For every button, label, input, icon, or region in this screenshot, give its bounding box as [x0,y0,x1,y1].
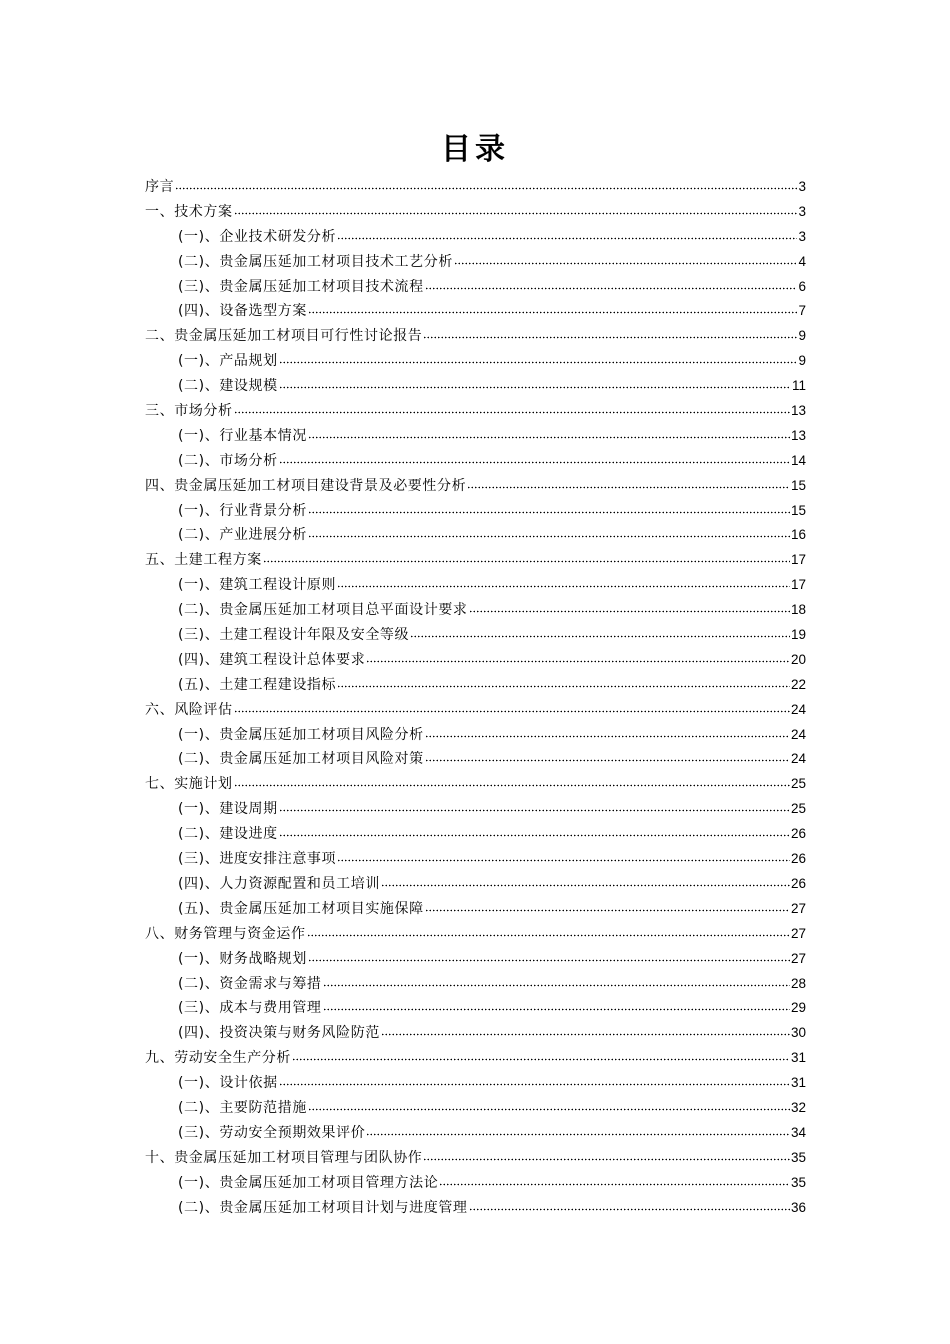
toc-dot-leader [279,798,790,812]
toc-entry-22[interactable] [145,698,806,723]
toc-entry-label: 三、市场分析 [145,403,233,420]
toc-page-number: 27 [790,900,806,916]
toc-entry-label: (二)、贵金属压延加工材项目计划与进度管理 [178,1199,468,1216]
toc-dot-leader [337,226,797,240]
toc-entry-label: (四)、设备选型方案 [178,303,307,320]
toc-page-number: 18 [790,602,806,618]
toc-page-number: 29 [790,1000,806,1016]
toc-entry-label: (二)、建设进度 [178,826,278,843]
toc-entry-label: 二、贵金属压延加工材项目可行性讨论报告 [145,328,423,345]
toc-entry-3[interactable] [145,225,806,250]
toc-dot-leader [423,325,797,339]
toc-dot-leader [469,599,790,613]
toc-entry-label: (二)、主要防范措施 [178,1099,307,1116]
toc-dot-leader [308,425,790,439]
toc-dot-leader [366,649,790,663]
toc-page-number: 31 [790,1050,806,1066]
toc-entry-17[interactable] [145,573,806,598]
toc-page-number: 13 [790,427,806,443]
toc-entry-label: (二)、资金需求与筹措 [178,975,322,992]
toc-entry-label: (一)、贵金属压延加工材项目风险分析 [178,726,424,743]
toc-entry-label: (一)、贵金属压延加工材项目管理方法论 [178,1174,439,1191]
toc-page-number: 27 [790,925,806,941]
toc-dot-leader [308,524,790,538]
toc-dot-leader [308,948,790,962]
toc-entry-label: (一)、设计依据 [178,1075,278,1092]
toc-entry-19[interactable] [145,623,806,648]
toc-dot-leader [337,674,790,688]
toc-entry-label: (四)、投资决策与财务风险防范 [178,1025,380,1042]
toc-page-number: 9 [798,353,806,369]
toc-page-number: 3 [798,203,806,219]
toc-page-number: 25 [790,801,806,817]
toc-entry-34[interactable] [145,996,806,1021]
toc-entry-21[interactable] [145,673,806,698]
toc-dot-leader [381,1022,790,1036]
toc-entry-label: (一)、财务战略规划 [178,950,307,967]
toc-entry-39[interactable] [145,1121,806,1146]
toc-entry-37[interactable] [145,1071,806,1096]
toc-page-number: 14 [790,452,806,468]
toc-dot-leader [425,724,790,738]
toc-entry-40[interactable] [145,1146,806,1171]
toc-page-number: 15 [790,502,806,518]
toc-entry-8[interactable] [145,349,806,374]
toc-entry-label: (一)、建筑工程设计原则 [178,577,337,594]
toc-dot-leader [323,973,790,987]
toc-entry-32[interactable] [145,947,806,972]
toc-page-number: 17 [790,577,806,593]
toc-dot-leader [292,1047,790,1061]
toc-entry-27[interactable] [145,822,806,847]
toc-dot-leader [234,201,798,215]
toc-entry-label: (二)、贵金属压延加工材项目风险对策 [178,751,424,768]
toc-entry-label: 五、土建工程方案 [145,552,262,569]
toc-dot-leader [467,475,790,489]
toc-dot-leader [323,997,790,1011]
toc-dot-leader [381,873,790,887]
toc-dot-leader [234,699,790,713]
toc-entry-20[interactable] [145,648,806,673]
toc-dot-leader [425,276,798,290]
toc-title: 目录 [441,132,509,167]
toc-page-number: 22 [790,676,806,692]
toc-dot-leader [234,773,790,787]
toc-page-number: 32 [790,1099,806,1115]
toc-entry-12[interactable] [145,449,806,474]
toc-entry-33[interactable] [145,972,806,997]
toc-entry-label: 八、财务管理与资金运作 [145,925,306,942]
toc-entry-label: (三)、劳动安全预期效果评价 [178,1124,366,1141]
table-of-contents [145,175,806,1220]
toc-entry-label: 九、劳动安全生产分析 [145,1050,291,1067]
toc-page-number: 27 [790,950,806,966]
toc-page-number: 11 [791,378,806,394]
toc-entry-label: (一)、建设周期 [178,801,278,818]
toc-page-number: 26 [790,826,806,842]
toc-dot-leader [366,1122,790,1136]
toc-entry-label: (三)、土建工程设计年限及安全等级 [178,627,410,644]
toc-entry-label: (三)、成本与费用管理 [178,1000,322,1017]
toc-page-number: 35 [790,1149,806,1165]
toc-page-number: 24 [790,751,806,767]
toc-dot-leader [279,823,790,837]
toc-dot-leader [410,624,790,638]
toc-dot-leader [234,400,790,414]
toc-dot-leader [308,500,790,514]
toc-dot-leader [337,574,790,588]
toc-entry-30[interactable] [145,897,806,922]
toc-dot-leader [307,923,790,937]
toc-page-number: 4 [798,253,806,269]
toc-page-number: 36 [790,1199,806,1215]
toc-entry-label: (五)、土建工程建设指标 [178,676,337,693]
toc-page-number: 24 [790,726,806,742]
toc-entry-15[interactable] [145,523,806,548]
toc-entry-26[interactable] [145,797,806,822]
toc-dot-leader [439,1172,790,1186]
toc-page-number: 7 [798,303,806,319]
toc-page-number: 20 [790,651,806,667]
toc-dot-leader [423,1147,790,1161]
toc-entry-label: 一、技术方案 [145,203,233,220]
toc-entry-2[interactable] [145,200,806,225]
toc-dot-leader [469,1197,790,1211]
toc-entry-label: 四、贵金属压延加工材项目建设背景及必要性分析 [145,477,467,494]
toc-dot-leader [308,1097,790,1111]
toc-dot-leader [425,748,790,762]
toc-entry-24[interactable] [145,747,806,772]
toc-page-number: 15 [790,477,806,493]
toc-entry-label: (五)、贵金属压延加工材项目实施保障 [178,900,424,917]
toc-page-number: 19 [790,627,806,643]
toc-page-number: 35 [790,1174,806,1190]
toc-dot-leader [263,549,790,563]
toc-page-number: 26 [790,875,806,891]
toc-entry-41[interactable] [145,1171,806,1196]
toc-dot-leader [279,450,790,464]
toc-dot-leader [279,375,791,389]
toc-entry-13[interactable] [145,474,806,499]
toc-entry-6[interactable] [145,299,806,324]
toc-entry-38[interactable] [145,1096,806,1121]
toc-entry-label: (二)、建设规模 [178,378,278,395]
toc-entry-label: 序言 [145,179,175,195]
toc-entry-23[interactable] [145,723,806,748]
toc-page-number: 26 [790,851,806,867]
toc-dot-leader [308,300,798,314]
toc-page-number: 25 [790,776,806,792]
toc-entry-10[interactable] [145,399,806,424]
toc-entry-14[interactable] [145,499,806,524]
toc-entry-42[interactable] [145,1196,806,1221]
toc-page-number: 13 [790,403,806,419]
toc-entry-label: (三)、贵金属压延加工材项目技术流程 [178,278,424,295]
toc-dot-leader [425,898,790,912]
toc-entry-label: (四)、建筑工程设计总体要求 [178,651,366,668]
toc-dot-leader [279,1072,790,1086]
toc-entry-35[interactable] [145,1021,806,1046]
toc-entry-label: (二)、贵金属压延加工材项目技术工艺分析 [178,253,453,270]
toc-entry-label: (一)、产品规划 [178,353,278,370]
toc-entry-label: (二)、产业进展分析 [178,527,307,544]
toc-entry-9[interactable] [145,374,806,399]
toc-page-number: 6 [798,278,806,294]
toc-page-number: 9 [798,328,806,344]
toc-page-number: 30 [790,1025,806,1041]
toc-page-number: 24 [790,701,806,717]
toc-entry-label: (一)、企业技术研发分析 [178,228,337,245]
toc-page-number: 3 [798,228,806,244]
toc-entry-label: (二)、贵金属压延加工材项目总平面设计要求 [178,602,468,619]
toc-entry-label: (二)、市场分析 [178,452,278,469]
toc-entry-36[interactable] [145,1046,806,1071]
toc-entry-label: (三)、进度安排注意事项 [178,851,337,868]
toc-entry-29[interactable] [145,872,806,897]
toc-entry-7[interactable] [145,324,806,349]
toc-entry-25[interactable] [145,772,806,797]
toc-entry-5[interactable] [145,275,806,300]
toc-page-number: 31 [790,1075,806,1091]
toc-page-number: 16 [790,527,806,543]
toc-dot-leader [454,251,798,265]
toc-entry-label: 七、实施计划 [145,776,233,793]
toc-entry-label: 十、贵金属压延加工材项目管理与团队协作 [145,1149,423,1166]
toc-page-number: 34 [790,1124,806,1140]
toc-entry-label: (一)、行业背景分析 [178,502,307,519]
toc-entry-4[interactable] [145,250,806,275]
toc-entry-1[interactable] [145,175,806,200]
toc-dot-leader [337,848,790,862]
toc-entry-11[interactable] [145,424,806,449]
toc-entry-label: (四)、人力资源配置和员工培训 [178,875,380,892]
toc-dot-leader [279,350,798,364]
toc-entry-label: 六、风险评估 [145,701,233,718]
toc-page-number: 17 [790,552,806,568]
toc-entry-31[interactable] [145,922,806,947]
toc-entry-16[interactable] [145,548,806,573]
toc-page-number: 28 [790,975,806,991]
toc-entry-28[interactable] [145,847,806,872]
toc-entry-label: (一)、行业基本情况 [178,427,307,444]
toc-dot-leader [175,176,797,190]
toc-page-number: 3 [798,179,806,194]
toc-entry-18[interactable] [145,598,806,623]
